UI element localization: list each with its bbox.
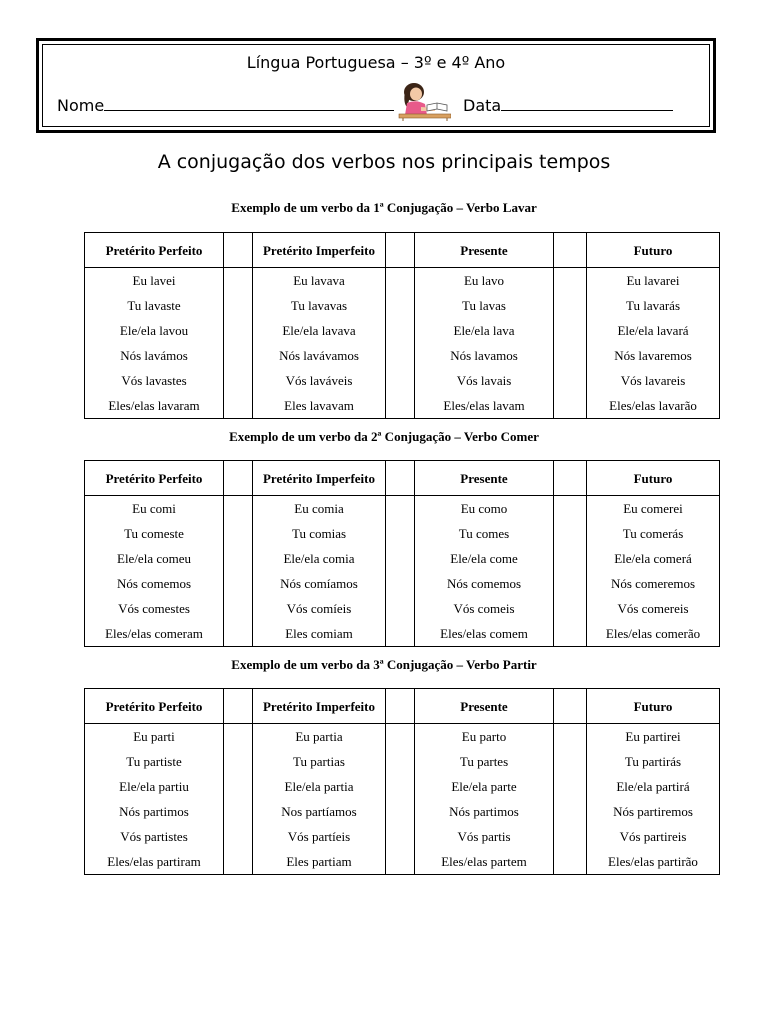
spacer-cell (386, 724, 415, 750)
conjugation-cell: Ele/ela lavará (587, 318, 720, 343)
conjugation-cell: Eles/elas comem (415, 621, 554, 647)
spacer-cell (554, 621, 587, 647)
spacer-cell (224, 724, 253, 750)
spacer-cell (386, 621, 415, 647)
spacer-cell (554, 368, 587, 393)
conjugation-cell: Ele/ela partiu (85, 774, 224, 799)
spacer-cell (386, 546, 415, 571)
conjugation-cell: Eu comi (85, 496, 224, 522)
conjugation-cell: Eles/elas lavam (415, 393, 554, 419)
conjugation-table-2 (84, 460, 720, 647)
conjugation-cell: Vós comestes (85, 596, 224, 621)
conjugation-cell: Tu comias (253, 521, 386, 546)
conjugation-cell: Eu lavarei (587, 268, 720, 294)
table-row (85, 393, 720, 419)
conjugation-cell: Ele/ela comeu (85, 546, 224, 571)
section-title-1: Exemplo de um verbo da 1ª Conjugação – Verbo Lavar (231, 200, 537, 215)
spacer-cell (386, 521, 415, 546)
date-line (501, 96, 673, 111)
table-row (85, 774, 720, 799)
spacer-cell (224, 496, 253, 522)
spacer-header-cell (386, 233, 415, 268)
conjugation-cell: Vós partistes (85, 824, 224, 849)
conjugation-cell: Vós lavareis (587, 368, 720, 393)
spacer-cell (386, 293, 415, 318)
conjugation-cell: Ele/ela comerá (587, 546, 720, 571)
table-row (85, 343, 720, 368)
conjugation-cell: Eu comerei (587, 496, 720, 522)
conjugation-cell: Eles comiam (253, 621, 386, 647)
section-title-3: Exemplo de um verbo da 3ª Conjugação – Verbo Partir (231, 657, 537, 672)
spacer-cell (554, 343, 587, 368)
column-header: Presente (415, 233, 554, 268)
conjugation-cell: Eles/elas partiram (85, 849, 224, 875)
conjugation-cell: Nós lavámos (85, 343, 224, 368)
column-header: Pretérito Perfeito (85, 233, 224, 268)
table-row (85, 799, 720, 824)
spacer-cell (224, 521, 253, 546)
table-row (85, 571, 720, 596)
spacer-cell (224, 343, 253, 368)
spacer-cell (224, 849, 253, 875)
column-header: Presente (415, 689, 554, 724)
header-title: Língua Portuguesa – 3º e 4º Ano (246, 53, 506, 72)
conjugation-cell: Nós comemos (415, 571, 554, 596)
table-row (85, 749, 720, 774)
conjugation-cell: Tu partes (415, 749, 554, 774)
spacer-cell (554, 546, 587, 571)
conjugation-cell: Nós lavávamos (253, 343, 386, 368)
spacer-cell (224, 774, 253, 799)
conjugation-cell: Tu lavaste (85, 293, 224, 318)
table-row (85, 621, 720, 647)
table-row (85, 293, 720, 318)
conjugation-cell: Eu lavei (85, 268, 224, 294)
conjugation-cell: Vós comeis (415, 596, 554, 621)
spacer-cell (224, 393, 253, 419)
spacer-cell (224, 571, 253, 596)
conjugation-cell: Ele/ela come (415, 546, 554, 571)
conjugation-cell: Ele/ela lavou (85, 318, 224, 343)
conjugation-cell: Nós partimos (415, 799, 554, 824)
conjugation-cell: Vós partis (415, 824, 554, 849)
conjugation-cell: Eu parti (85, 724, 224, 750)
conjugation-cell: Eu lavava (253, 268, 386, 294)
spacer-cell (386, 496, 415, 522)
header-inner-border (42, 44, 710, 127)
spacer-cell (554, 293, 587, 318)
spacer-header-cell (386, 461, 415, 496)
spacer-cell (554, 724, 587, 750)
spacer-header-cell (224, 233, 253, 268)
conjugation-cell: Vós comíeis (253, 596, 386, 621)
spacer-cell (386, 849, 415, 875)
column-header: Pretérito Perfeito (85, 461, 224, 496)
conjugation-cell: Ele/ela partia (253, 774, 386, 799)
name-field (57, 96, 394, 115)
spacer-cell (386, 343, 415, 368)
conjugation-cell: Ele/ela parte (415, 774, 554, 799)
spacer-cell (386, 393, 415, 419)
spacer-cell (224, 368, 253, 393)
column-header: Futuro (587, 461, 720, 496)
conjugation-cell: Ele/ela lavava (253, 318, 386, 343)
conjugation-cell: Tu partiste (85, 749, 224, 774)
conjugation-cell: Ele/ela partirá (587, 774, 720, 799)
table-row (85, 318, 720, 343)
conjugation-cell: Nós comeremos (587, 571, 720, 596)
conjugation-cell: Vós lavastes (85, 368, 224, 393)
conjugation-cell: Eles partiam (253, 849, 386, 875)
column-header: Pretérito Imperfeito (253, 233, 386, 268)
section-title-2: Exemplo de um verbo da 2ª Conjugação – Verbo Comer (229, 429, 539, 444)
spacer-cell (224, 596, 253, 621)
name-label: Nome (57, 96, 105, 115)
conjugation-cell: Eles/elas lavaram (85, 393, 224, 419)
conjugation-cell: Vós comereis (587, 596, 720, 621)
spacer-header-cell (554, 461, 587, 496)
conjugation-cell: Tu partias (253, 749, 386, 774)
conjugation-cell: Eles lavavam (253, 393, 386, 419)
name-line (104, 96, 394, 111)
table-row (85, 546, 720, 571)
spacer-header-cell (224, 461, 253, 496)
spacer-cell (386, 571, 415, 596)
conjugation-cell: Eu comia (253, 496, 386, 522)
spacer-cell (224, 749, 253, 774)
conjugation-cell: Tu lavas (415, 293, 554, 318)
table-row (85, 596, 720, 621)
column-header: Futuro (587, 233, 720, 268)
spacer-cell (554, 521, 587, 546)
spacer-cell (224, 546, 253, 571)
spacer-cell (224, 621, 253, 647)
conjugation-cell: Eles/elas comeram (85, 621, 224, 647)
table-row (85, 824, 720, 849)
column-header: Pretérito Imperfeito (253, 461, 386, 496)
spacer-cell (386, 824, 415, 849)
conjugation-cell: Nos partíamos (253, 799, 386, 824)
column-header: Presente (415, 461, 554, 496)
conjugation-cell: Eu lavo (415, 268, 554, 294)
conjugation-cell: Eu partia (253, 724, 386, 750)
conjugation-cell: Tu lavavas (253, 293, 386, 318)
conjugation-cell: Eles/elas lavarão (587, 393, 720, 419)
spacer-header-cell (386, 689, 415, 724)
spacer-cell (554, 749, 587, 774)
spacer-header-cell (224, 689, 253, 724)
conjugation-cell: Eu partirei (587, 724, 720, 750)
conjugation-cell: Tu partirás (587, 749, 720, 774)
conjugation-cell: Tu comeste (85, 521, 224, 546)
conjugation-cell: Tu lavarás (587, 293, 720, 318)
spacer-cell (386, 318, 415, 343)
conjugation-cell: Tu comes (415, 521, 554, 546)
conjugation-cell: Vós partireis (587, 824, 720, 849)
conjugation-cell: Nós lavamos (415, 343, 554, 368)
spacer-cell (386, 368, 415, 393)
spacer-cell (554, 799, 587, 824)
column-header: Futuro (587, 689, 720, 724)
conjugation-cell: Ele/ela lava (415, 318, 554, 343)
reading-girl-icon (397, 81, 451, 121)
spacer-cell (554, 824, 587, 849)
conjugation-cell: Eles/elas comerão (587, 621, 720, 647)
header-box (36, 38, 716, 133)
conjugation-cell: Vós partíeis (253, 824, 386, 849)
spacer-cell (554, 849, 587, 875)
table-row (85, 368, 720, 393)
date-field (463, 96, 673, 115)
spacer-cell (224, 824, 253, 849)
conjugation-cell: Eu parto (415, 724, 554, 750)
spacer-cell (386, 268, 415, 294)
conjugation-cell: Tu comerás (587, 521, 720, 546)
spacer-cell (224, 293, 253, 318)
spacer-cell (554, 571, 587, 596)
table-row (85, 268, 720, 294)
spacer-cell (224, 318, 253, 343)
spacer-cell (386, 774, 415, 799)
spacer-cell (224, 268, 253, 294)
spacer-cell (554, 268, 587, 294)
table-row (85, 521, 720, 546)
spacer-cell (386, 799, 415, 824)
main-title: A conjugação dos verbos nos principais tempos (157, 151, 611, 173)
spacer-header-cell (554, 689, 587, 724)
conjugation-cell: Nós partiremos (587, 799, 720, 824)
conjugation-cell: Vós laváveis (253, 368, 386, 393)
conjugation-cell: Eu como (415, 496, 554, 522)
date-label: Data (463, 96, 502, 115)
spacer-cell (554, 393, 587, 419)
conjugation-cell: Nós partimos (85, 799, 224, 824)
column-header: Pretérito Imperfeito (253, 689, 386, 724)
spacer-cell (224, 799, 253, 824)
conjugation-cell: Nós comíamos (253, 571, 386, 596)
spacer-cell (386, 596, 415, 621)
conjugation-table-1 (84, 232, 720, 419)
conjugation-cell: Nós comemos (85, 571, 224, 596)
spacer-cell (554, 496, 587, 522)
conjugation-cell: Ele/ela comia (253, 546, 386, 571)
column-header: Pretérito Perfeito (85, 689, 224, 724)
conjugation-cell: Vós lavais (415, 368, 554, 393)
spacer-cell (554, 774, 587, 799)
spacer-cell (386, 749, 415, 774)
conjugation-table-3 (84, 688, 720, 875)
conjugation-cell: Nós lavaremos (587, 343, 720, 368)
spacer-header-cell (554, 233, 587, 268)
table-row (85, 496, 720, 522)
conjugation-cell: Eles/elas partem (415, 849, 554, 875)
conjugation-cell: Eles/elas partirão (587, 849, 720, 875)
table-row (85, 849, 720, 875)
spacer-cell (554, 318, 587, 343)
spacer-cell (554, 596, 587, 621)
table-row (85, 724, 720, 750)
